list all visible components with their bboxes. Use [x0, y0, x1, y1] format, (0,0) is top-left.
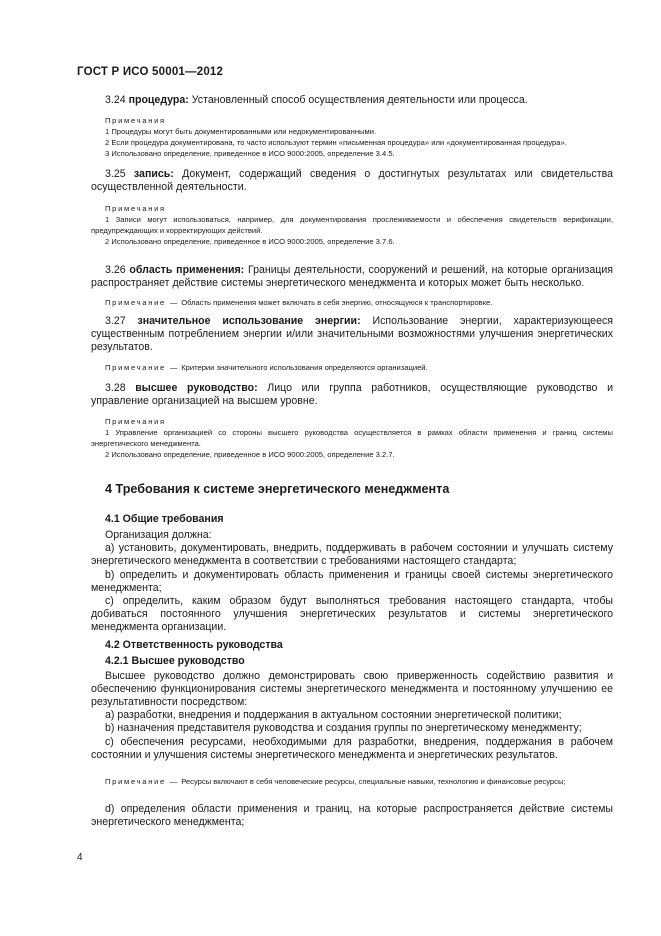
note-item: 1 Процедуры могут быть документированными или недокументированными. [105, 127, 377, 137]
note-text: Ресурсы включают в себя человеческие ресурсы, специальные навыки, технологию и финансовые ресурсы; [181, 777, 566, 787]
term-name: область применения: [129, 263, 245, 276]
term-definition: Установленный способ осуществления деятельности или процесса. [191, 94, 528, 106]
section-4-heading: 4 Требования к системе энергетического менеджмента [105, 482, 450, 497]
term-name: запись: [133, 168, 174, 181]
note-item: 1 Записи могут использоваться, например, для документирования прослеживаемости и обеспечения свидетельств верификации, предупреждающих и корректирующих действий. [91, 214, 613, 235]
note-item: 2 Использовано определение, приведенное в ИСО 9000:2005, определение 3.2.7. [105, 450, 395, 460]
term-name: значительное использование энергии: [137, 315, 361, 328]
note-text: Критерии значительного использования определяются организацией. [181, 362, 428, 372]
list-item: b) назначения представителя руководства и создания группы по энергетическому менеджменту; [105, 722, 582, 735]
section-4-1-heading: 4.1 Общие требования [105, 513, 224, 526]
term-definition: Лицо или группа работников, осуществляющие руководство и управление организацией на высшем уровне. [91, 381, 613, 407]
term-number: 3.28 [105, 381, 126, 394]
note-label: Примечание — [105, 362, 180, 372]
page-number: 4 [77, 852, 83, 863]
term-name: высшее руководство: [135, 381, 258, 394]
note-label: Примечание — [105, 777, 180, 787]
term-number: 3.24 [105, 94, 126, 106]
section-4-2-1-heading: 4.2.1 Высшее руководство [105, 654, 245, 667]
notes-label: Примечания [105, 203, 166, 213]
term-name: процедура: [128, 94, 189, 106]
list-item: c) определить, каким образом будут выполняться требования настоящего стандарта, чтобы добиваться постоянного улучшения энергетических результатов и системы энергетического менеджмента организации. [91, 595, 613, 634]
term-definition: Границы деятельности, сооружений и решений, на которые организация распространяет действие системы энергетического менеджмента и которых может быть несколько. [91, 263, 613, 289]
term-3-26 [91, 264, 613, 290]
term-number: 3.26 [105, 263, 126, 276]
list-item: c) обеспечения ресурсами, необходимыми для разработки, внедрения, поддержания в рабочем состоянии и улучшения системы энергетического менеджмента и энергетических результатов. [91, 735, 613, 761]
note-item: 1 Управление организацией со стороны высшего руководства осуществляется в рамках области применения и границ системы энергетического менеджмента. [91, 428, 613, 449]
note-item: 3 Использовано определение, приведенное в ИСО 9000:2005, определение 3.4.5. [105, 149, 395, 159]
list-item: b) определить и документировать область применения и границы своей системы энергетического менеджмента; [91, 568, 613, 594]
section-4-2-1-intro: Высшее руководство должно демонстрировать свою приверженность содействию развития и обеспечению функционирования системы энергетического менеджмента и постоянному улучшению ее результативности посредством: [91, 669, 613, 709]
section-4-1-intro: Организация должна: [105, 529, 212, 542]
note-text: Область применения может включать в себя энергию, относящуюся к транспортировке. [181, 298, 493, 308]
note-label: Примечание — [105, 298, 180, 308]
term-3-24 [91, 94, 613, 107]
notes-label: Примечания [105, 116, 166, 126]
list-item: a) разработки, внедрения и поддержания в актуальном состоянии энергетической политики; [105, 709, 562, 722]
term-number: 3.25 [105, 168, 126, 181]
note-single [91, 297, 613, 308]
term-definition: Использование энергии, характеризующееся существенным потреблением энергии и/или значительными возможностями улучшения энергетических результатов. [91, 315, 613, 354]
note-item: 2 Если процедура документирована, то часто используют термин «письменная процедура» или «документированная процедура». [105, 138, 567, 148]
note-single [91, 362, 613, 373]
term-3-25 [91, 168, 613, 194]
term-3-27 [91, 315, 613, 355]
note-item: 2 Использовано определение, приведенное в ИСО 9000:2005, определение 3.7.6. [105, 236, 395, 246]
list-item: d) определения области применения и границ, на которые распространяется действие системы энергетического менеджмента; [91, 803, 613, 829]
term-3-28 [91, 382, 613, 408]
document-header: ГОСТ Р ИСО 50001—2012 [77, 66, 224, 78]
section-4-2-heading: 4.2 Ответственность руководства [105, 638, 283, 651]
notes-label: Примечания [105, 417, 166, 427]
term-number: 3.27 [105, 315, 126, 328]
note-single [91, 775, 613, 788]
list-item: a) установить, документировать, внедрить, поддерживать в рабочем состоянии и улучшать систему энергетического менеджмента в соответствии с требованиями настоящего стандарта; [91, 542, 613, 568]
term-definition: Документ, содержащий сведения о достигнутых результатах или свидетельства осуществленной деятельности. [91, 168, 613, 194]
page-body [91, 94, 613, 829]
